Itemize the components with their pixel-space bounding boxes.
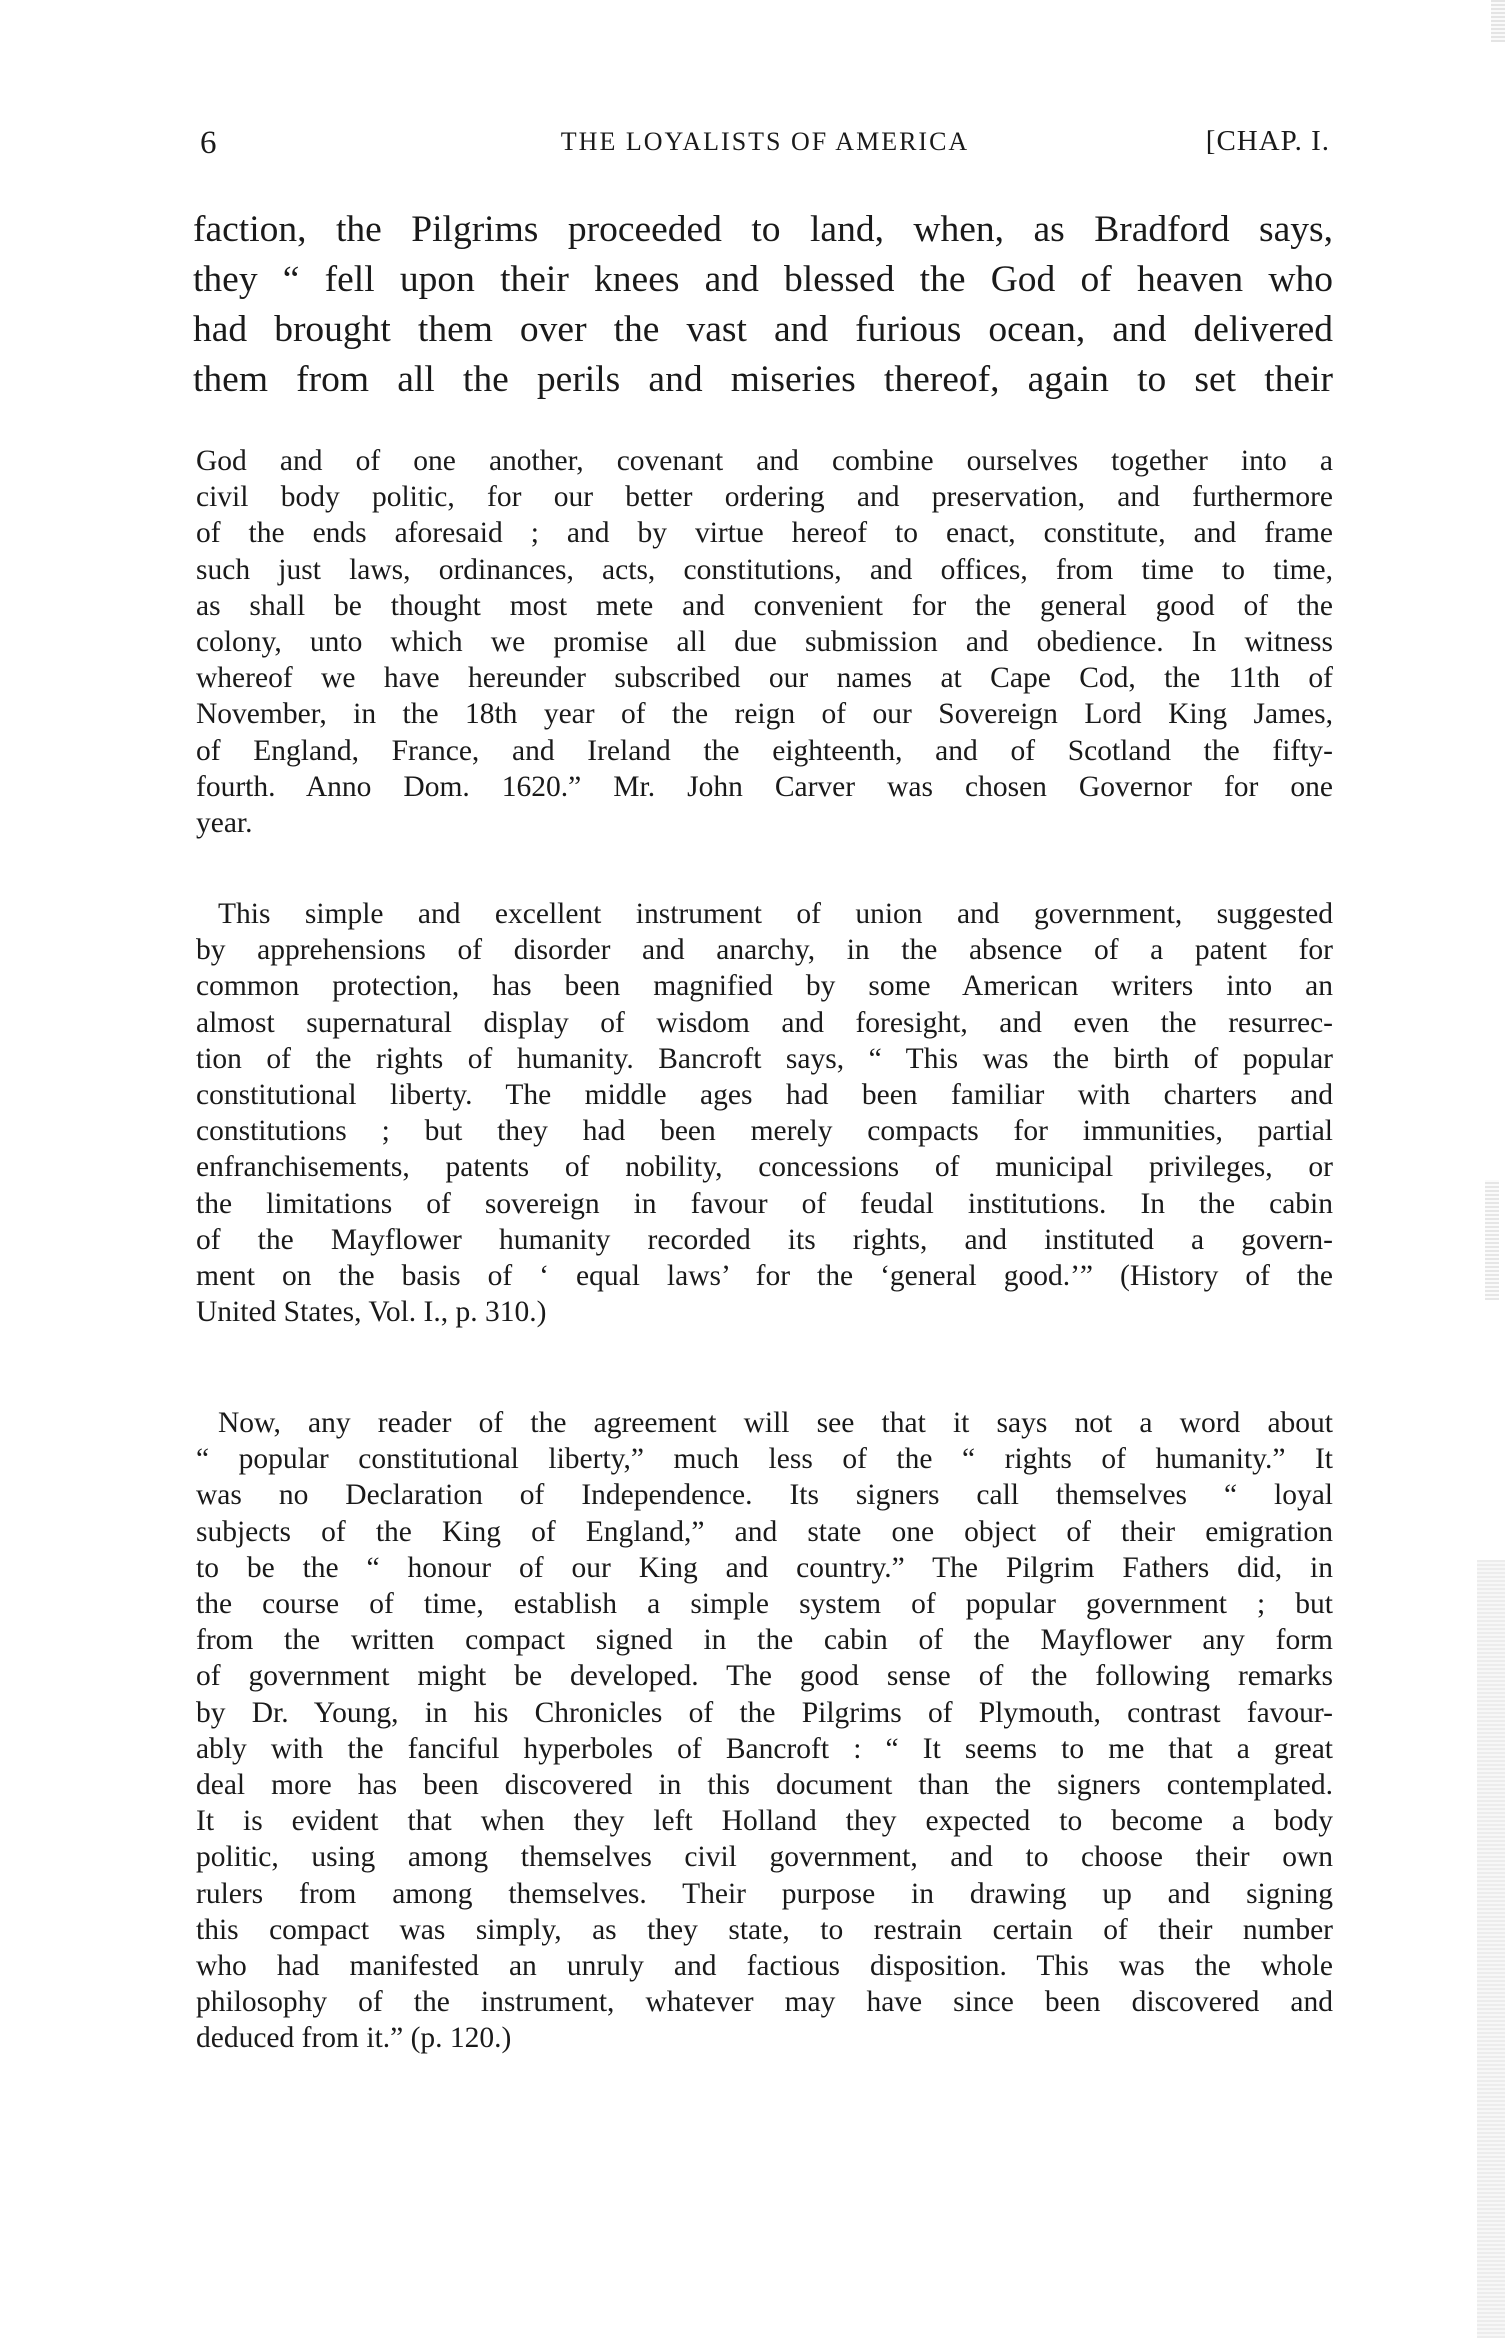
text-line: colony, unto which we promise all due submission and obedience. In witness (196, 626, 1333, 659)
chapter-reference: [CHAP. I. (1205, 125, 1330, 157)
text-line: politic, using among themselves civil government, and to choose their own (196, 1841, 1333, 1874)
text-line: of the ends aforesaid ; and by virtue hereof to enact, constitute, and frame (196, 517, 1333, 550)
text-line: rulers from among themselves. Their purpose in drawing up and signing (196, 1877, 1333, 1910)
text-line: civil body politic, for our better ordering and preservation, and furthermore (196, 481, 1333, 514)
text-line: deduced from it.” (p. 120.) (196, 2022, 512, 2055)
text-line: This simple and excellent instrument of union and government, suggested (218, 898, 1333, 930)
text-line: of England, France, and Ireland the eighteenth, and of Scotland the fifty- (196, 734, 1333, 767)
text-line: by Dr. Young, in his Chronicles of the Pilgrims of Plymouth, contrast favour- (196, 1696, 1333, 1729)
text-line: almost supernatural display of wisdom and foresight, and even the resurrec- (196, 1006, 1333, 1039)
scan-artifact (1485, 1180, 1499, 1300)
text-line: as shall be thought most mete and convenient for the general good of the (196, 589, 1333, 622)
page-number: 6 (200, 125, 217, 161)
text-line: deal more has been discovered in this document than the signers contemplated. (196, 1769, 1333, 1802)
text-line: tion of the rights of humanity. Bancroft says, “ This was the birth of popular (196, 1042, 1333, 1075)
text-line: whereof we have hereunder subscribed our names at Cape Cod, the 11th of (196, 662, 1333, 695)
text-line: God and of one another, covenant and combine ourselves together into a (196, 445, 1333, 477)
text-line: common protection, has been magnified by some American writers into an (196, 970, 1333, 1003)
text-line: by apprehensions of disorder and anarchy, in the absence of a patent for (196, 934, 1333, 967)
text-line: year. (196, 807, 253, 840)
text-line: from the written compact signed in the cabin of the Mayflower any form (196, 1624, 1333, 1657)
text-line: who had manifested an unruly and factious disposition. This was the whole (196, 1950, 1333, 1983)
text-line: enfranchisements, patents of nobility, concessions of municipal privileges, or (196, 1151, 1333, 1184)
text-line: of the Mayflower humanity recorded its rights, and instituted a govern- (196, 1223, 1333, 1256)
text-line: them from all the perils and miseries thereof, again to set their (193, 359, 1333, 400)
text-line: November, in the 18th year of the reign of our Sovereign Lord King James, (196, 698, 1333, 731)
text-line: such just laws, ordinances, acts, constitutions, and offices, from time to time, (196, 553, 1333, 586)
lead-paragraph (193, 205, 1333, 405)
text-line: It is evident that when they left Holland they expected to become a body (196, 1805, 1333, 1838)
commentary-paragraph (196, 1405, 1333, 2057)
text-line: to be the “ honour of our King and country.” The Pilgrim Fathers did, in (196, 1551, 1333, 1584)
text-line: the limitations of sovereign in favour of feudal institutions. In the cabin (196, 1187, 1333, 1220)
text-line: constitutional liberty. The middle ages had been familiar with charters and (196, 1079, 1333, 1112)
text-line: the course of time, establish a simple system of popular government ; but (196, 1588, 1333, 1621)
text-line: had brought them over the vast and furious ocean, and delivered (193, 309, 1333, 350)
text-line: “ popular constitutional liberty,” much less of the “ rights of humanity.” It (196, 1443, 1333, 1476)
text-line: fourth. Anno Dom. 1620.” Mr. John Carver was chosen Governor for one (196, 770, 1333, 803)
text-line: United States, Vol. I., p. 310.) (196, 1296, 547, 1329)
text-line: ably with the fanciful hyperboles of Bancroft : “ It seems to me that a great (196, 1732, 1333, 1765)
bancroft-paragraph (196, 896, 1333, 1330)
text-line: ment on the basis of ‘ equal laws’ for the ‘general good.’” (History of the (196, 1260, 1333, 1293)
scan-artifact (1491, 0, 1505, 42)
text-line: Now, any reader of the agreement will see that it says not a word about (218, 1407, 1333, 1439)
text-line: subjects of the King of England,” and state one object of their emigration (196, 1515, 1333, 1548)
text-line: philosophy of the instrument, whatever may have since been discovered and (196, 1986, 1333, 2019)
text-line: this compact was simply, as they state, to restrain certain of their number (196, 1913, 1333, 1946)
text-line: they “ fell upon their knees and blessed the God of heaven who (193, 259, 1333, 300)
compact-quote (196, 443, 1333, 841)
running-header (200, 125, 1330, 165)
text-line: was no Declaration of Independence. Its signers call themselves “ loyal (196, 1479, 1333, 1512)
scan-artifact (1477, 1560, 1505, 2338)
text-line: constitutions ; but they had been merely compacts for immunities, partial (196, 1115, 1333, 1148)
text-line: faction, the Pilgrims proceeded to land, when, as Bradford says, (193, 209, 1333, 250)
running-title: THE LOYALISTS OF AMERICA (560, 127, 970, 156)
text-line: of government might be developed. The good sense of the following remarks (196, 1660, 1333, 1693)
